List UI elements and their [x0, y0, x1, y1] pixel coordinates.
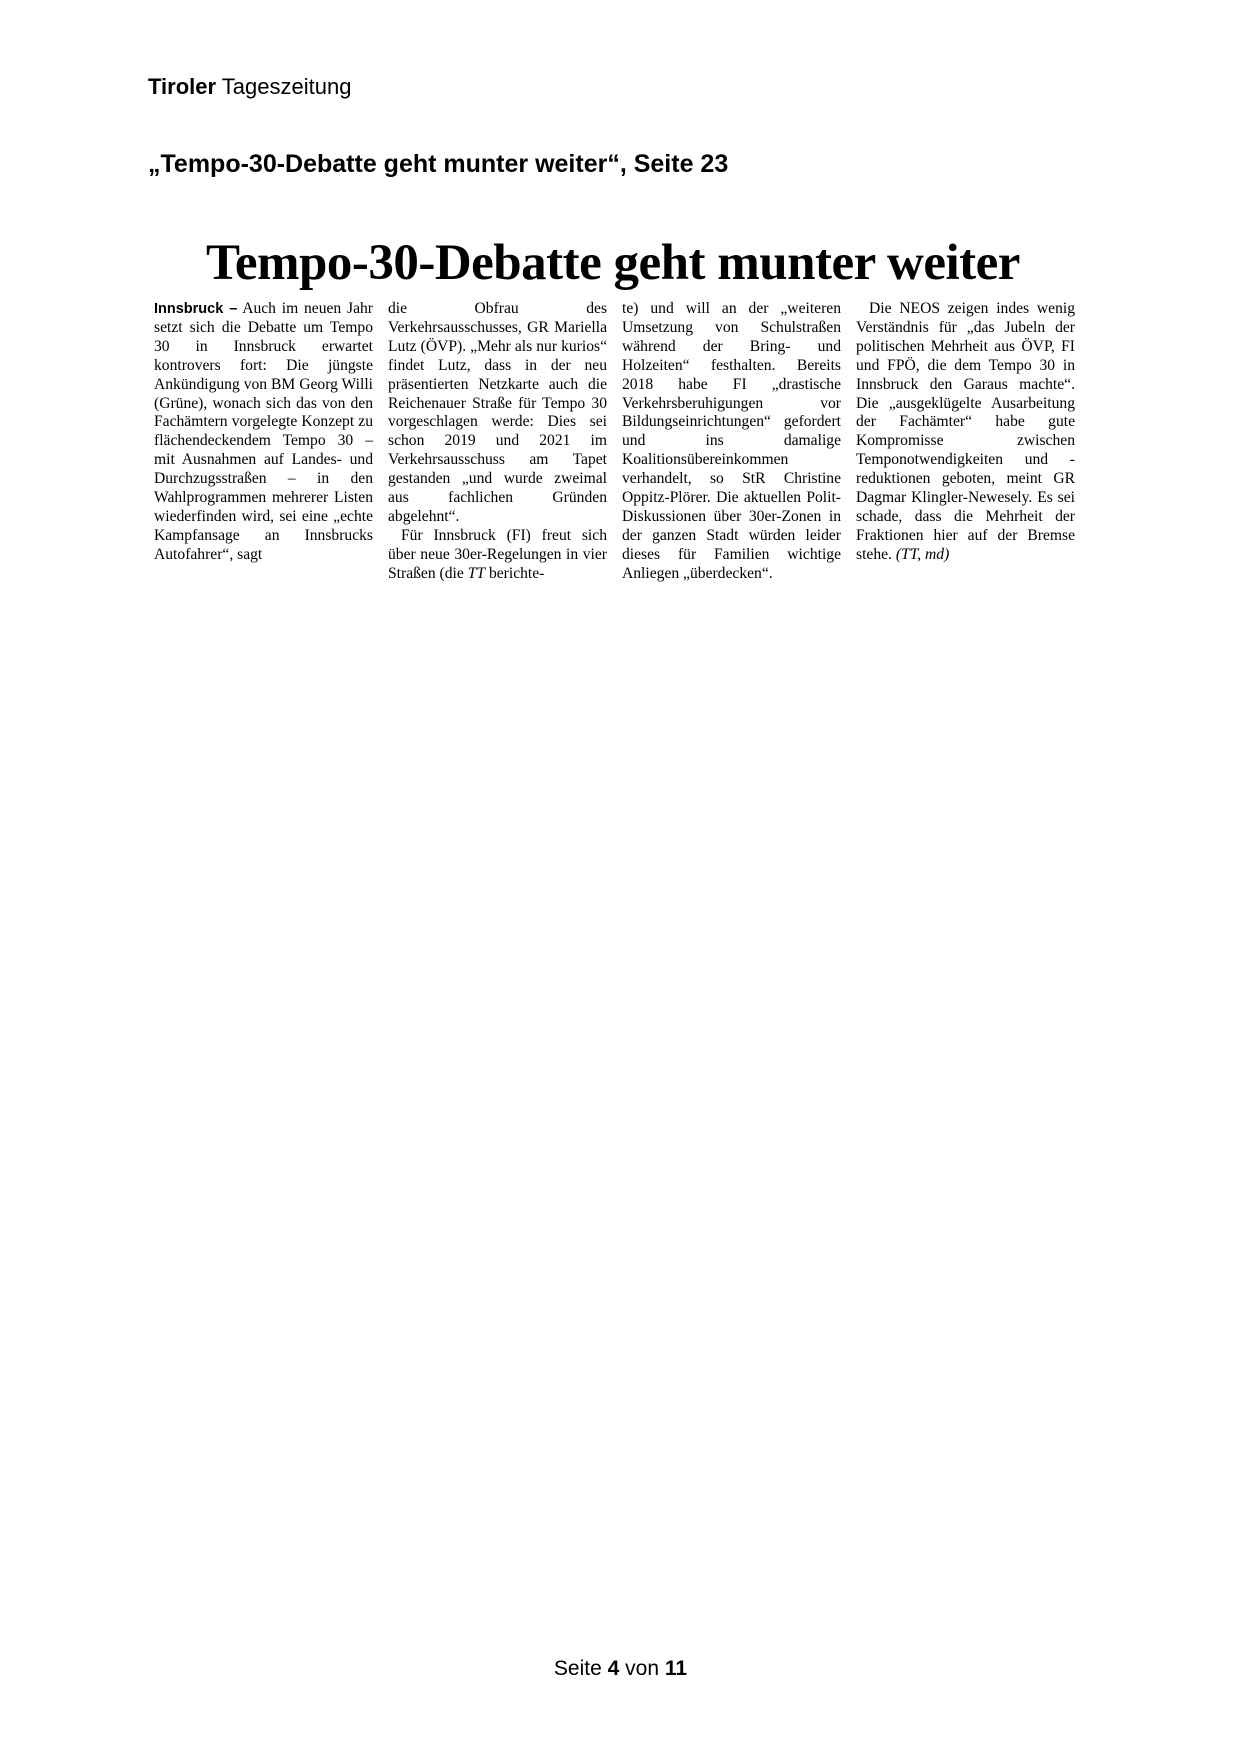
article-dateline: Innsbruck – [154, 301, 238, 317]
page-footer [0, 1656, 1241, 1682]
article-clipping [152, 232, 1074, 592]
article-column-2-p2-italic: TT [467, 564, 486, 582]
article-column-2-text: die Obfrau des Verkehrsausschusses, GR Mariella Lutz (ÖVP). „Mehr als nur kurios“ findet Lutz, dass in der neu präsentierten Netzkarte auch die Reichenauer Straße für Tempo 30 vorgeschlagen werde: Dies sei schon 2019 und 2021 im Verkehrsausschuss am Tapet gestanden „und wurde zweimal aus fachlichen Gründen abgelehnt“. [388, 300, 607, 525]
article-column-2-p2-end: berichte- [485, 564, 545, 582]
page-heading: „Tempo-30-Debatte geht munter weiter“, Seite 23 [148, 150, 729, 178]
publication-name-bold: Tiroler [148, 74, 217, 99]
article-column-1-text: Auch im neuen Jahr setzt sich die Debatte um Tempo 30 in Innsbruck erwartet kontrovers fort: Die jüngste Ankündigung von BM Georg Willi (Grüne), wonach sich das von den Fachämtern vorgelegte Konzept zu flächendeckendem Tempo 30 – mit Ausnahmen auf Landes- und Durchzugsstraßen – in den Wahlprogrammen mehrerer Listen wiederfinden wird, sei eine „echte Kampfansage an Innsbrucks Autofahrer“, sagt [154, 300, 373, 563]
article-column-4-paragraph [856, 300, 1075, 565]
article-column-4-text: Die NEOS zeigen indes wenig Verständnis für „das Jubeln der politischen Mehrheit aus ÖVP, FI und FPÖ, die dem Tempo 30 in Innsbruck den Garaus machte“. Die „ausgeklügelte Ausarbeitung der Fachämter“ habe gute Kompromisse zwischen Temponotwendigkeiten und -reduktionen geboten, meint GR Dagmar Klingler-Newesely. Es sei schade, dass die Mehrheit der Fraktionen hier auf der Bremse stehe. [856, 300, 1075, 563]
article-column-4 [856, 300, 1075, 565]
article-column-1 [154, 300, 373, 565]
publication-name-rest: Tageszeitung [221, 74, 352, 99]
article-column-2-paragraph-2 [388, 527, 607, 584]
article-column-3-text: te) und will an der „weiteren Umsetzung von Schulstraßen während der Bring- und Holzeiten“ festhalten. Bereits 2018 habe FI „drastische Verkehrsberuhigungen vor Bildungseinrichtungen“ gefordert und ins damalige Koalitionsübereinkommen verhandelt, so StR Christine Oppitz-Plörer. Die aktuellen Polit-Diskussionen über 30er-Zonen in der ganzen Stadt würden leider dieses für Familien wichtige Anliegen „überdecken“. [622, 300, 841, 582]
footer-total-pages: 11 [664, 1657, 688, 1680]
footer-prefix: Seite [553, 1657, 602, 1680]
article-headline: Tempo-30-Debatte geht munter weiter [206, 235, 1020, 291]
article-column-2-p2-start: Für Innsbruck (FI) freut sich über neue 30er-Regelungen in vier Straßen (die [388, 526, 607, 582]
article-column-3 [622, 300, 841, 584]
footer-middle: von [625, 1657, 660, 1680]
footer-current-page: 4 [607, 1657, 620, 1680]
article-byline: (TT, md) [895, 545, 950, 563]
publication-name [148, 73, 351, 101]
article-column-2 [388, 300, 607, 584]
